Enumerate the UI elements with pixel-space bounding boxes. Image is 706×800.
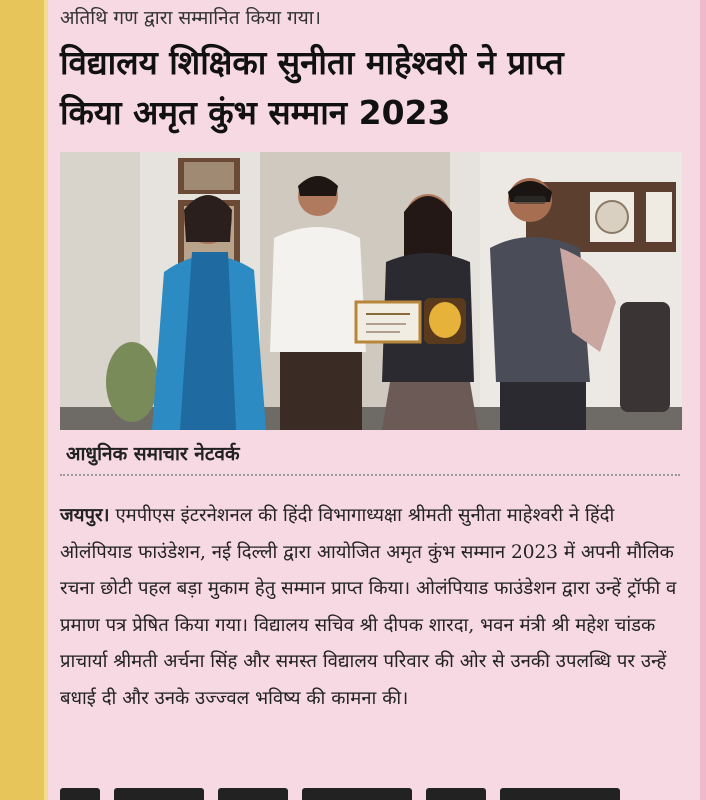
article-body [60,498,686,717]
article-column [56,0,686,800]
news-agency-byline: आधुनिक समाचार नेटवर्क [66,443,240,465]
article-body-text: एमपीएस इंटरनेशनल की हिंदी विभागाध्यक्षा श्रीमती सुनीता माहेश्वरी ने हिंदी ओलंपियाड फाउंडेशन, नई दिल्ली द्वारा आयोजित अमृत कुंभ सम्मान 2023 में अपनी मौलिक रचना छोटी पहल बड़ा मुकाम हेतु सम्मान प्राप्त किया। ओलंपियाड फाउंडेशन द्वारा उन्हें ट्रॉफी व प्रमाण पत्र प्रेषित किया गया। विद्यालय सचिव श्री दीपक शारदा, भवन मंत्री श्री महेश चांडक प्राचार्या श्रीमती अर्चना सिंह और समस्त विद्यालय परिवार की ओर से उनकी उपलब्धि पर उन्हें बधाई दी और उनके उज्ज्वल भविष्य की कामना की। [60,505,677,709]
headline-line-2: किया अमृत कुंभ सम्मान 2023 [60,93,451,132]
article-headline [60,38,686,138]
award-photo-illustration [60,152,682,430]
previous-caption-tail: अतिथि गण द्वारा सम्मानित किया गया। [60,7,321,29]
page-margin-bar [0,0,46,800]
dateline-place: जयपुर। [60,505,110,526]
headline-line-1: विद्यालय शिक्षिका सुनीता माहेश्वरी ने प्राप्त [60,43,564,82]
byline-separator [60,474,680,476]
award-photo [60,152,682,430]
page-margin-highlight [44,0,48,800]
page-right-edge [700,0,706,800]
next-headline-cropped [60,788,660,800]
